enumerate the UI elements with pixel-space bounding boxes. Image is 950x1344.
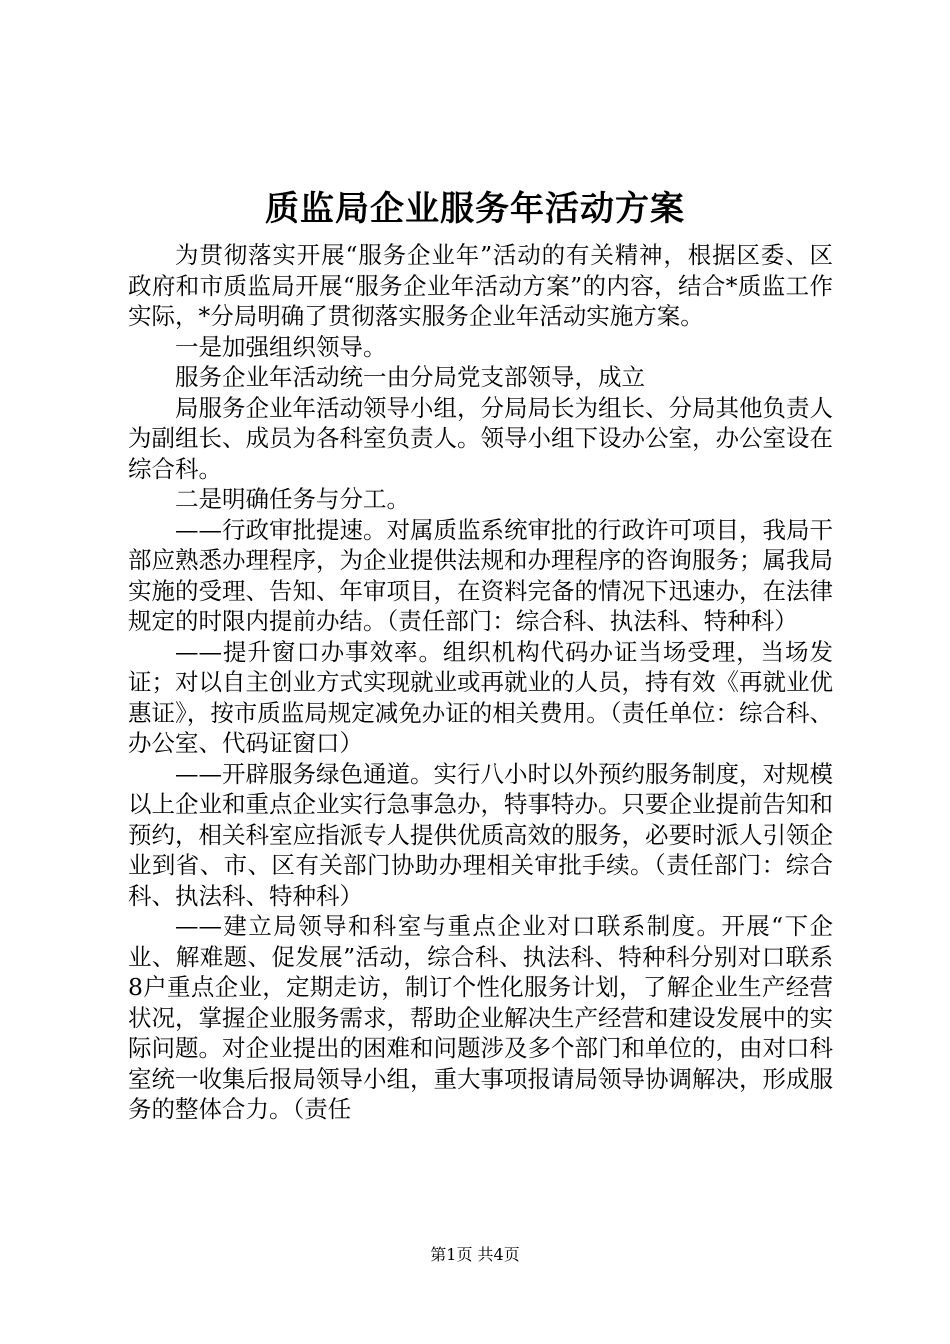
paragraph: 为贯彻落实开展“服务企业年”活动的有关精神，根据区委、区政府和市质监局开展“服务企业年活动方案”的内容，结合*质监工作实际，*分局明确了贯彻落实服务企业年活动实施方案。 bbox=[128, 241, 833, 330]
paragraph: 一是加强组织领导。 bbox=[175, 332, 387, 361]
paragraph: ——提升窗口办事效率。组织机构代码办证当场受理，当场发证；对以自主创业方式实现就业或再就业的人员，持有效《再就业优惠证》，按市质监局规定减免办证的相关费用。（责任单位：综合科、办公室、代码证窗口） bbox=[128, 637, 833, 757]
page-number-footer: 第1页 共4页 bbox=[430, 1245, 520, 1264]
paragraph: ——行政审批提速。对属质监系统审批的行政许可项目，我局干部应熟悉办理程序，为企业提供法规和办理程序的咨询服务；属我局实施的受理、告知、年审项目，在资料完备的情况下迅速办，在法律规定的时限内提前办结。（责任部门：综合科、执法科、特种科） bbox=[128, 515, 833, 635]
paragraph: 局服务企业年活动领导小组，分局局长为组长、分局其他负责人为副组长、成员为各科室负责人。领导小组下设办公室，办公室设在综合科。 bbox=[128, 393, 833, 483]
paragraph: 二是明确任务与分工。 bbox=[175, 485, 410, 513]
paragraph: ——建立局领导和科室与重点企业对口联系制度。开展“下企业、解难题、促发展”活动，综合科、执法科、特种科分别对口联系8户重点企业，定期走访，制订个性化服务计划，了解企业生产经营状况，掌握企业服务需求，帮助企业解决生产经营和建设发展中的实际问题。对企业提出的困难和问题涉及多个部门和单位的，由对口科室统一收集后报局领导小组，重大事项报请局领导协调解决，形成服务的整体合力。（责任 bbox=[128, 912, 833, 1123]
document-body bbox=[128, 240, 833, 1125]
paragraph: ——开辟服务绿色通道。实行八小时以外预约服务制度，对规模以上企业和重点企业实行急事急办，特事特办。只要企业提前告知和预约，相关科室应指派专人提供优质高效的服务，必要时派人引领企业到省、市、区有关部门协助办理相关审批手续。（责任部门：综合科、执法科、特种科） bbox=[128, 759, 833, 910]
document-title: 质监局企业服务年活动方案 bbox=[265, 189, 685, 229]
paragraph: 服务企业年活动统一由分局党支部领导，成立 bbox=[175, 363, 645, 391]
